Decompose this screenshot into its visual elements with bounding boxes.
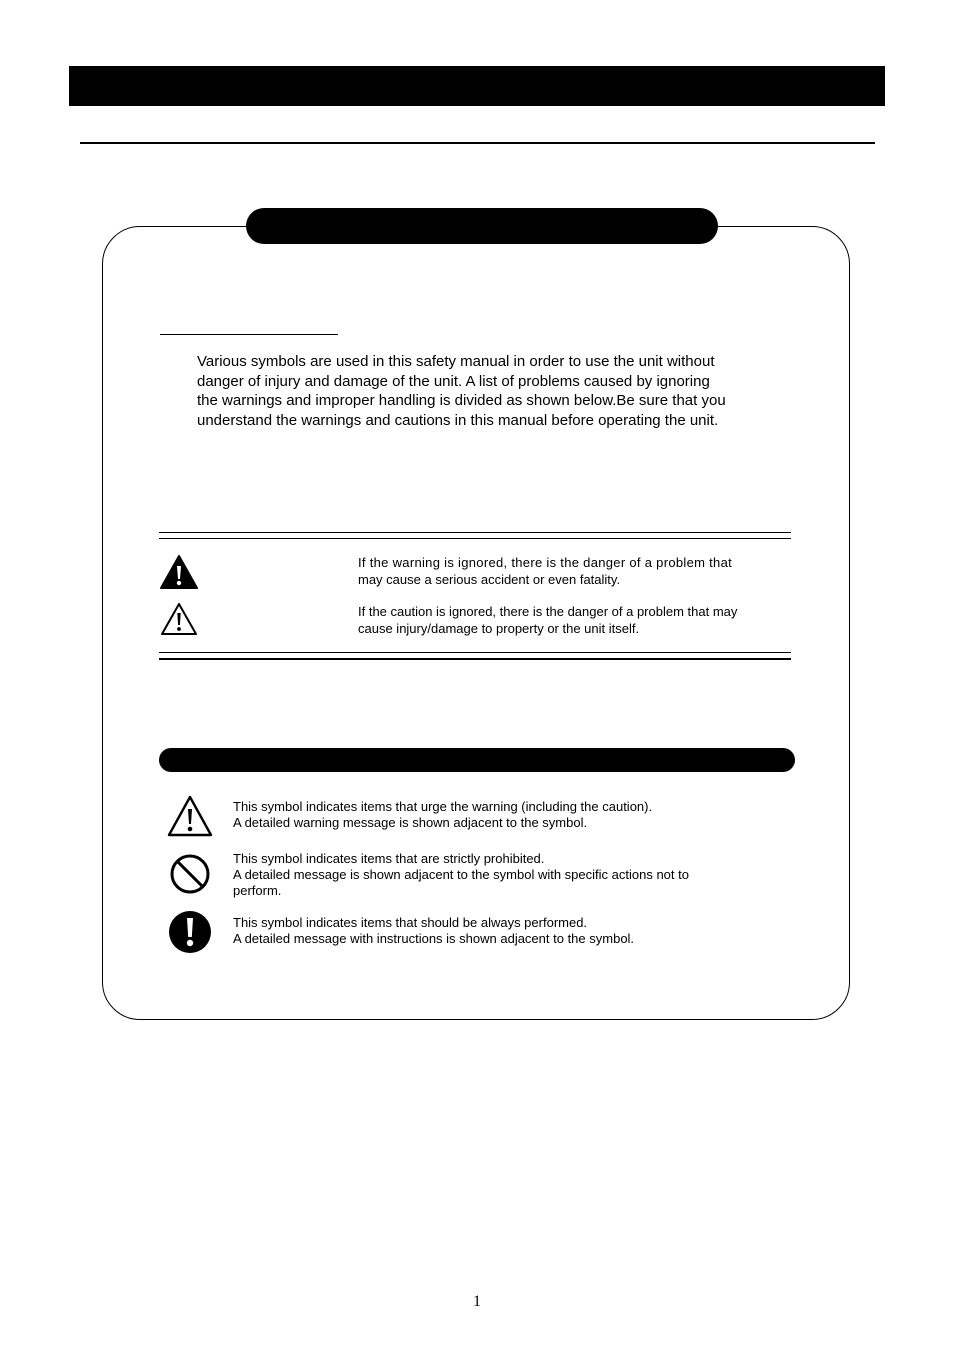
alert-triangle-icon [166,793,214,841]
prohibited-symbol-description [233,851,773,899]
levels-bottom-rule-1 [159,652,791,653]
frame-title-banner [246,208,718,244]
mandatory-action-icon [166,908,214,956]
intro-paragraph [197,352,777,430]
intro-line: understand the warnings and cautions in this manual before operating the unit. [197,411,719,429]
alert-line: A detailed warning message is shown adjacent to the symbol. [233,815,588,830]
header-bar [69,66,885,106]
caution-outline-triangle-icon [159,601,199,637]
mandatory-symbol-description [233,915,773,947]
mandatory-line: This symbol indicates items that should be always performed. [233,915,588,930]
header-rule [80,142,875,144]
page-number: 1 [473,1293,481,1310]
prohibited-line: A detailed message is shown adjacent to the symbol with specific actions not to [233,867,689,882]
prohibited-line: This symbol indicates items that are strictly prohibited. [233,851,545,866]
section-heading-underline [160,334,338,335]
alert-line: This symbol indicates items that urge the warning (including the caution). [233,799,653,814]
mandatory-line: A detailed message with instructions is shown adjacent to the symbol. [233,931,635,946]
symbols-title-banner [159,748,795,772]
alert-symbol-description [233,799,773,831]
warning-description [358,554,783,588]
caution-description [358,603,783,637]
intro-line: danger of injury and damage of the unit. A list of problems caused by ignoring [197,372,710,390]
levels-top-rule-2 [159,538,791,539]
warning-line: If the warning is ignored, there is the danger of a problem that [358,555,733,570]
caution-line: If the caution is ignored, there is the danger of a problem that may [358,604,738,619]
intro-line: Various symbols are used in this safety manual in order to use the unit without [197,353,715,370]
levels-top-rule-1 [159,532,791,533]
levels-bottom-rule-2 [159,658,791,660]
prohibited-line: perform. [233,883,282,898]
prohibited-icon [166,850,214,898]
caution-line: cause injury/damage to property or the unit itself. [358,621,640,636]
warning-filled-triangle-icon [159,554,199,590]
intro-line: the warnings and improper handling is divided as shown below.Be sure that you [197,392,726,409]
warning-line: may cause a serious accident or even fatality. [358,572,621,587]
